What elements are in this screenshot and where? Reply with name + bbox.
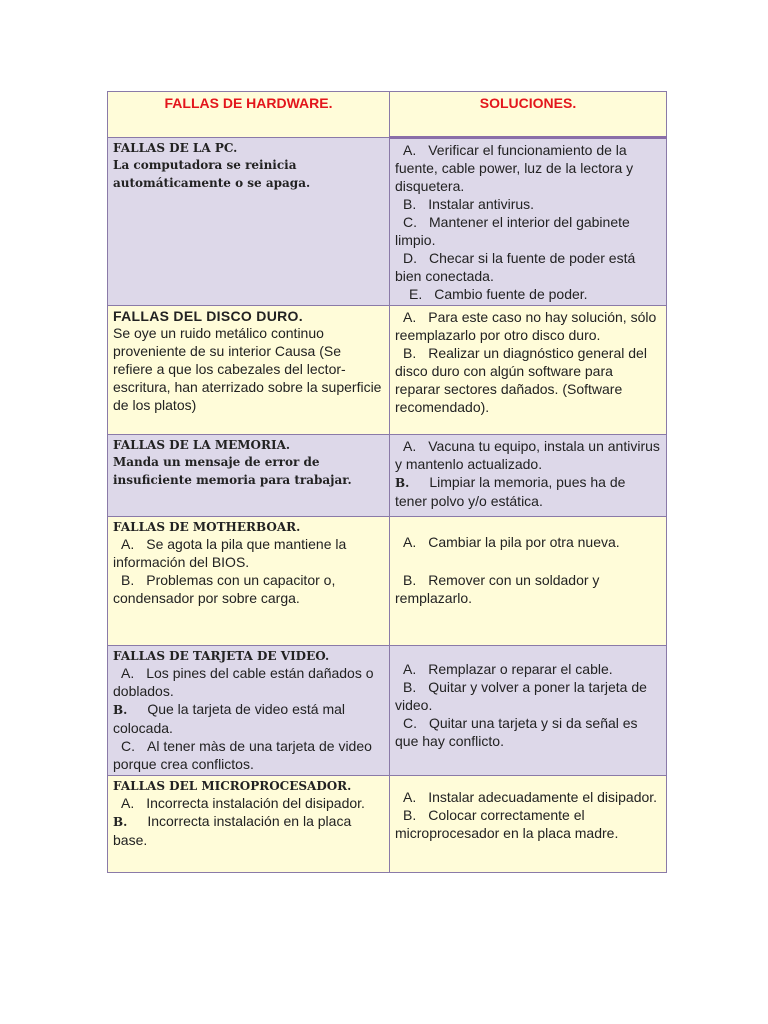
solution-item: B. Quitar y volver a poner la tarjeta de video. [395, 679, 647, 713]
table-row [108, 517, 667, 646]
fault-item: A. Incorrecta instalación del disipador. [121, 795, 365, 811]
fault-cell [108, 517, 390, 646]
solution-item: A. Instalar adecuadamente el disipador. [403, 789, 658, 805]
fault-title: FALLAS DE LA MEMORIA. [113, 438, 291, 452]
fault-item: A. Los pines del cable están dañados o doblados. [113, 665, 374, 699]
fault-title: FALLAS DEL DISCO DURO. [113, 308, 303, 324]
header-row [108, 92, 667, 138]
solution-item: B. Colocar correctamente el microprocesador en la placa madre. [395, 807, 619, 841]
table-row [108, 646, 667, 776]
solution-item: C. Quitar una tarjeta y si da señal es que hay conflicto. [395, 715, 638, 749]
solution-item: E. Cambio fuente de poder. [409, 286, 588, 302]
fault-item: B. Que la tarjeta de video está mal colocada. [113, 701, 345, 736]
fault-cell [108, 646, 390, 776]
fault-item: C. Al tener màs de una tarjeta de video porque crea conflictos. [113, 738, 372, 772]
solution-item: B. Limpiar la memoria, pues ha de tener polvo y/o estática. [395, 474, 626, 509]
solution-cell [390, 517, 667, 646]
solution-item: C. Mantener el interior del gabinete limpio. [395, 214, 630, 248]
solution-item: A. Cambiar la pila por otra nueva. [403, 534, 620, 550]
fault-cell [108, 435, 390, 517]
fault-cell [108, 306, 390, 435]
table-row [108, 306, 667, 435]
solution-item: B. Realizar un diagnóstico general del disco duro con algún software para reparar sectores dañados. (Software recomendado). [395, 345, 647, 415]
fault-desc: Manda un mensaje de error de [113, 455, 320, 469]
fault-title: FALLAS DEL MICROPROCESADOR. [113, 779, 352, 793]
fault-item: B. Incorrecta instalación en la placa base. [113, 813, 352, 848]
solution-cell [390, 646, 667, 776]
fault-item: B. Problemas con un capacitor o, condensador por sobre carga. [113, 572, 336, 606]
solution-cell [390, 138, 667, 306]
solution-item: A. Remplazar o reparar el cable. [403, 661, 613, 677]
fault-title: FALLAS DE MOTHERBOAR. [113, 520, 301, 534]
solution-item: D. Checar si la fuente de poder está bien conectada. [395, 250, 636, 284]
hardware-faults-table [107, 91, 667, 873]
fault-desc: automáticamente o se apaga. [113, 176, 311, 190]
solution-cell [390, 306, 667, 435]
solution-item: A. Vacuna tu equipo, instala un antivirus y mantenlo actualizado. [395, 438, 660, 472]
fault-desc: La computadora se reinicia [113, 158, 297, 172]
solution-cell [390, 776, 667, 873]
header-fallas: FALLAS DE HARDWARE. [108, 92, 390, 138]
fault-desc: insuficiente memoria para trabajar. [113, 473, 352, 487]
table-row [108, 435, 667, 517]
table-row [108, 776, 667, 873]
fault-cell [108, 138, 390, 306]
solution-item: B. Remover con un soldador y remplazarlo. [395, 572, 600, 606]
fault-cell [108, 776, 390, 873]
solution-item: A. Verificar el funcionamiento de la fuente, cable power, luz de la lectora y disquetera. [395, 142, 634, 194]
table-row [108, 138, 667, 306]
fault-desc: Se oye un ruido metálico continuo proveniente de su interior Causa (Se refiere a que los cabezales del lector-escritura, han aterrizado sobre la superficie de los platos) [113, 325, 382, 413]
solution-item: A. Para este caso no hay solución, sólo reemplazarlo por otro disco duro. [395, 309, 657, 343]
fault-title: FALLAS DE TARJETA DE VIDEO. [113, 649, 330, 663]
fault-item: A. Se agota la pila que mantiene la información del BIOS. [113, 536, 347, 570]
fault-title: FALLAS DE LA PC. [113, 141, 238, 155]
solution-cell [390, 435, 667, 517]
solution-item: B. Instalar antivirus. [403, 196, 535, 212]
header-soluciones: SOLUCIONES. [390, 92, 667, 138]
